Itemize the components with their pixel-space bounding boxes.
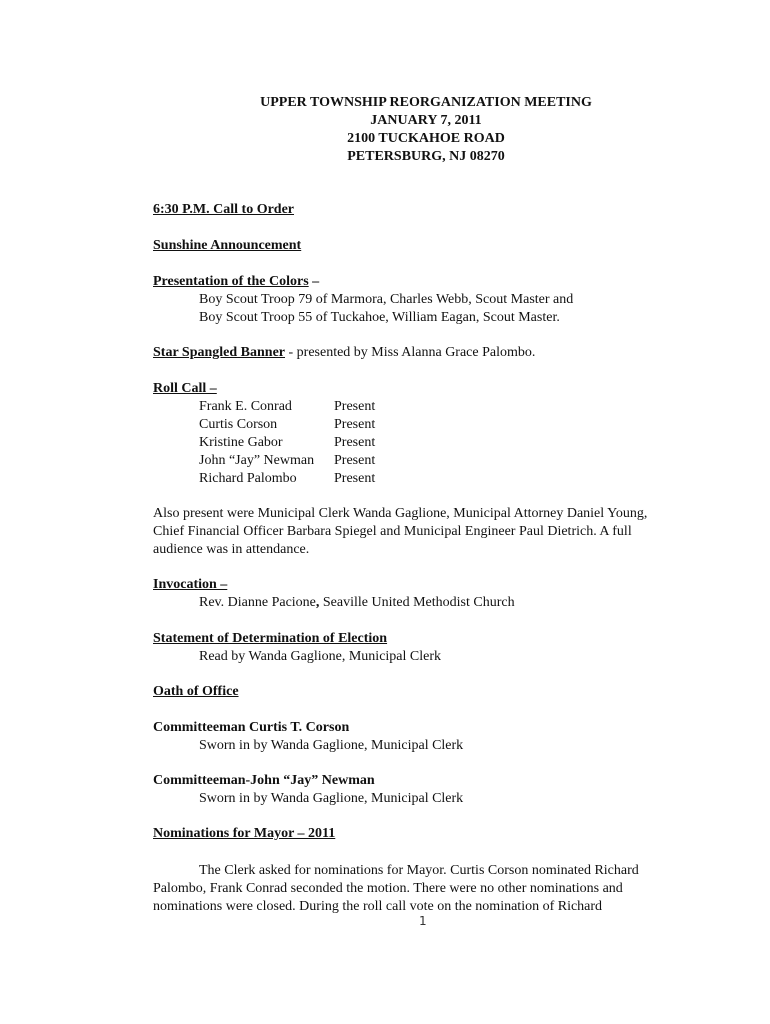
also-present-line-2: Chief Financial Officer Barbara Spiegel and Municipal Engineer Paul Dietrich. A full: [153, 524, 632, 539]
committeeman-newman: [153, 772, 713, 808]
page-number: 1: [419, 914, 427, 928]
member-status: Present: [334, 399, 376, 414]
determination-heading: Statement of Determination of Election: [153, 631, 388, 646]
committeeman1-heading: Committeeman Curtis T. Corson: [153, 720, 350, 735]
committeeman2-text: Sworn in by Wanda Gaglione, Municipal Clerk: [199, 791, 464, 806]
invocation: [153, 576, 713, 612]
member-name: Kristine Gabor: [199, 435, 283, 450]
header-address: 2100 TUCKAHOE ROAD: [347, 131, 505, 146]
member-name: Curtis Corson: [199, 417, 278, 432]
roll-call-table: [199, 398, 375, 488]
invocation-comma: ,: [315, 595, 320, 610]
meeting-header: [0, 94, 770, 166]
invocation-text: [153, 594, 713, 612]
nominations-heading: Nominations for Mayor – 2011: [153, 826, 336, 841]
call-to-order-heading: 6:30 P.M. Call to Order: [153, 202, 295, 217]
also-present-line-3: audience was in attendance.: [153, 542, 310, 557]
oath-heading: Oath of Office: [153, 684, 239, 699]
header-city: PETERSBURG, NJ 08270: [347, 149, 505, 164]
oath-of-office: [153, 683, 713, 701]
colors-line-2: Boy Scout Troop 55 of Tuckahoe, William Eagan, Scout Master.: [199, 310, 560, 325]
sunshine-heading: Sunshine Announcement: [153, 238, 302, 253]
member-name: Frank E. Conrad: [199, 399, 292, 414]
header-date: JANUARY 7, 2011: [370, 113, 482, 128]
member-status: Present: [334, 471, 376, 486]
nominations-line-3: nominations were closed. During the roll call vote on the nomination of Richard: [153, 899, 603, 914]
roll-call: [153, 380, 713, 488]
member-status: Present: [334, 453, 376, 468]
also-present-paragraph: [153, 505, 733, 559]
nominations-line-2: Palombo, Frank Conrad seconded the motion. There were no other nominations and: [153, 881, 623, 896]
star-spangled-banner: [153, 344, 713, 362]
table-row: [199, 434, 375, 452]
determination-text: Read by Wanda Gaglione, Municipal Clerk: [199, 649, 441, 664]
colors-dash: –: [308, 274, 320, 289]
colors-heading: Presentation of the Colors: [153, 274, 309, 289]
call-to-order: [153, 201, 713, 219]
sunshine-announcement: [153, 237, 713, 255]
member-name: Richard Palombo: [199, 471, 297, 486]
invocation-heading: Invocation –: [153, 577, 228, 592]
invocation-name: Rev. Dianne Pacione: [199, 595, 316, 610]
anthem-text: - presented by Miss Alanna Grace Palombo.: [285, 345, 536, 360]
presentation-of-colors: [153, 273, 713, 327]
nominations-line-1: The Clerk asked for nominations for Mayor. Curtis Corson nominated Richard: [199, 863, 639, 878]
roll-call-heading: Roll Call –: [153, 381, 217, 396]
invocation-church: Seaville United Methodist Church: [319, 595, 515, 610]
member-status: Present: [334, 417, 376, 432]
nominations-for-mayor: [153, 825, 713, 843]
also-present-line-1: Also present were Municipal Clerk Wanda Gaglione, Municipal Attorney Daniel Young,: [153, 506, 648, 521]
member-status: Present: [334, 435, 376, 450]
statement-of-determination: [153, 630, 713, 666]
member-name: John “Jay” Newman: [199, 453, 315, 468]
table-row: [199, 452, 375, 470]
table-row: [199, 470, 375, 488]
header-title: UPPER TOWNSHIP REORGANIZATION MEETING: [260, 95, 592, 110]
colors-line-1: Boy Scout Troop 79 of Marmora, Charles Webb, Scout Master and: [199, 292, 574, 307]
committeeman-corson: [153, 719, 713, 755]
committeeman2-heading: Committeeman-John “Jay” Newman: [153, 773, 375, 788]
table-row: [199, 416, 375, 434]
committeeman1-text: Sworn in by Wanda Gaglione, Municipal Clerk: [199, 738, 464, 753]
table-row: [199, 398, 375, 416]
anthem-heading: Star Spangled Banner: [153, 345, 285, 360]
nominations-paragraph: [153, 862, 713, 916]
